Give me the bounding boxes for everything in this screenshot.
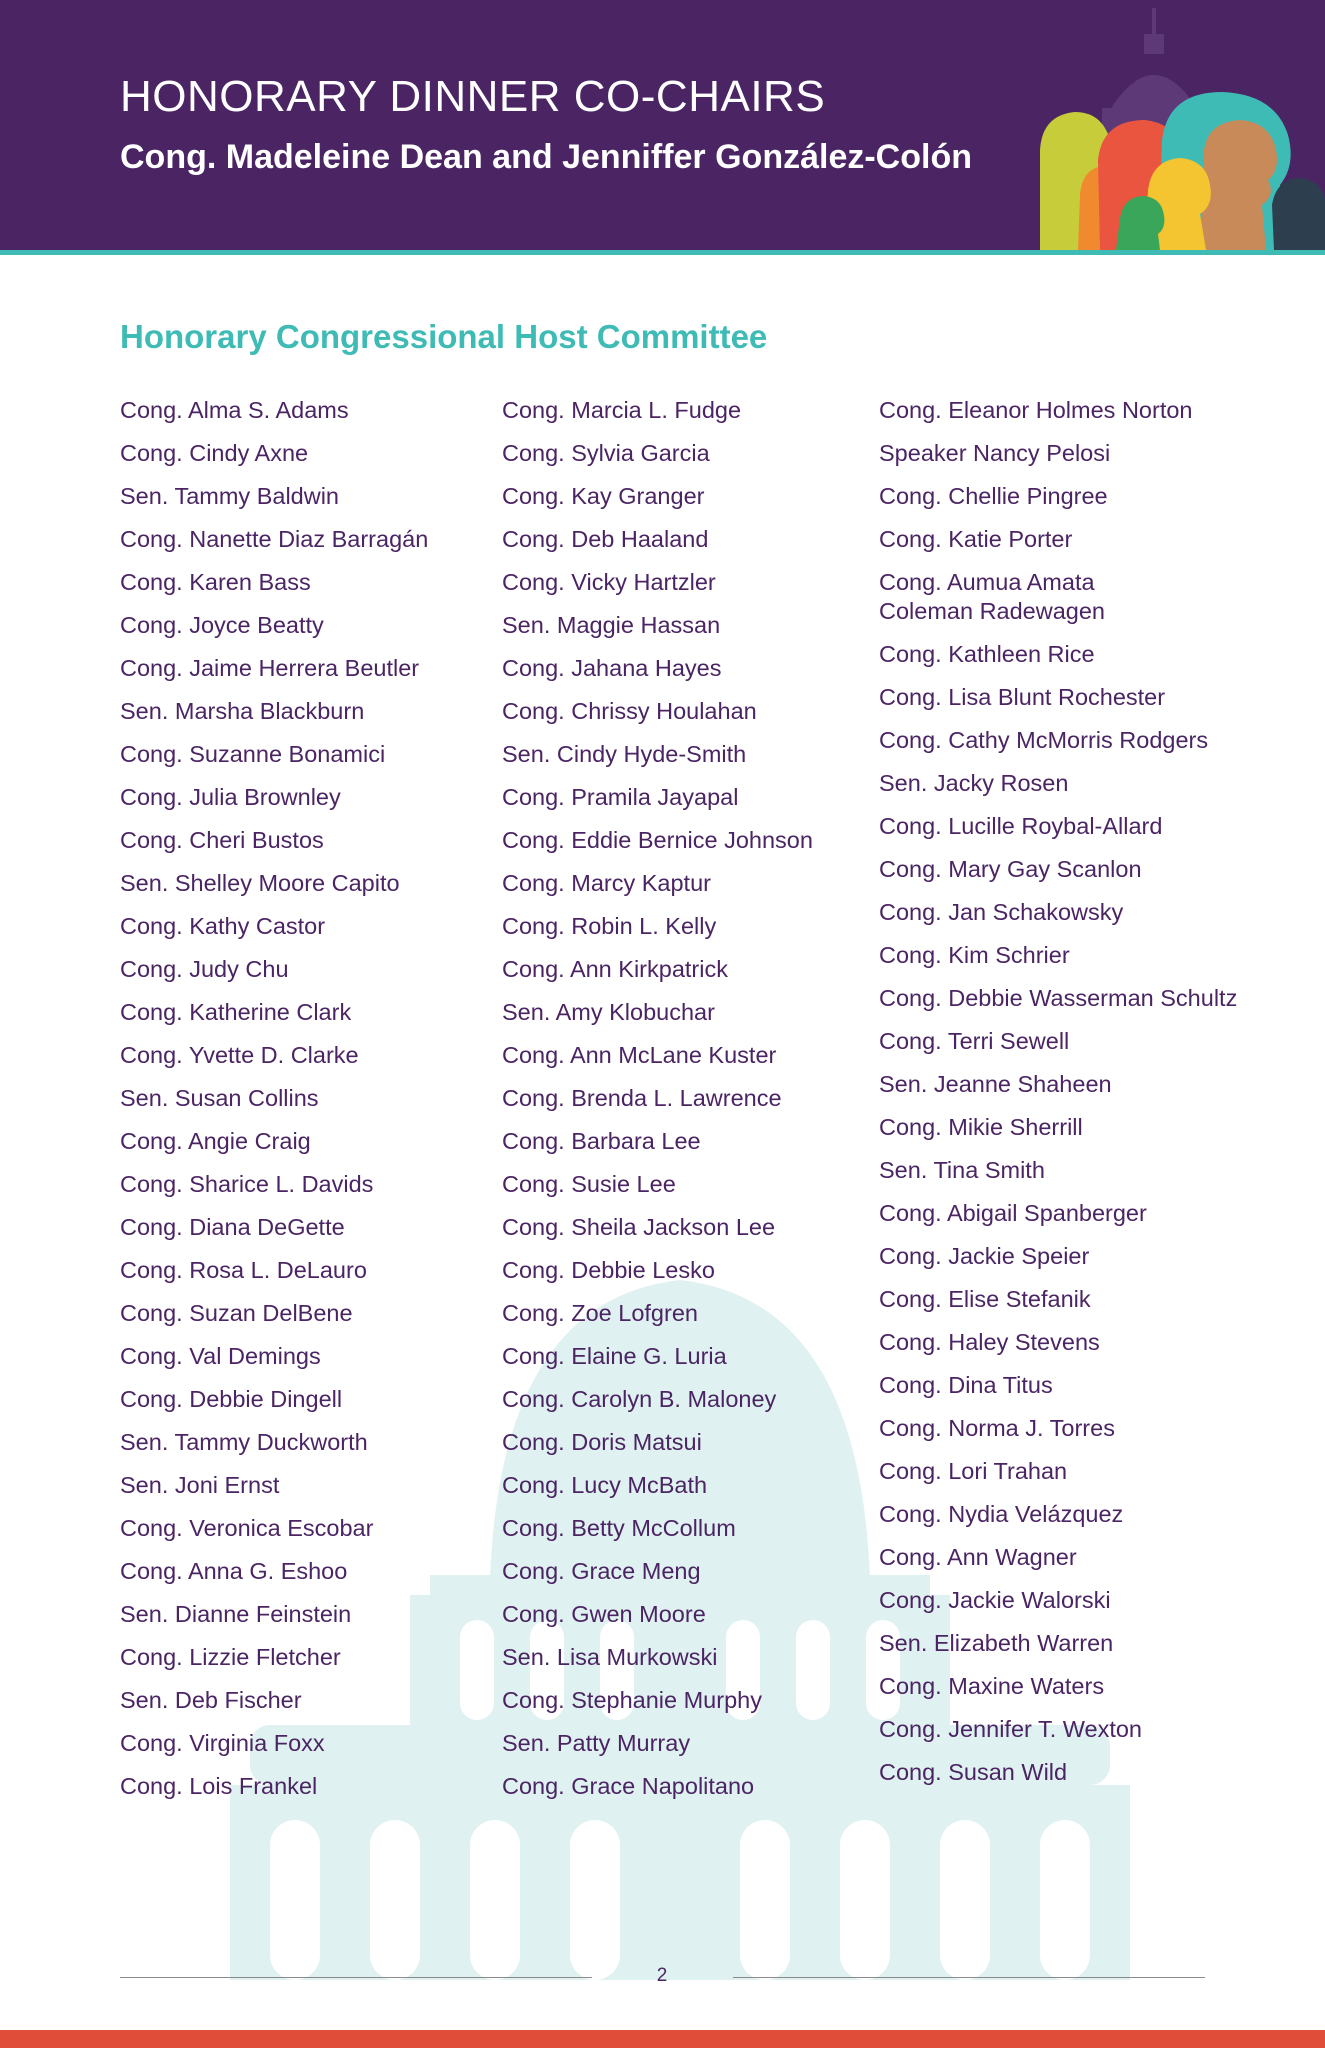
committee-member: Sen. Lisa Murkowski [502, 1644, 718, 1670]
committee-member: Cong. Abigail Spanberger [879, 1199, 1147, 1226]
committee-member: Sen. Susan Collins [120, 1085, 319, 1111]
committee-member: Sen. Tammy Baldwin [120, 483, 339, 509]
committee-member: Cong. Anna G. Eshoo [120, 1558, 348, 1584]
committee-member: Cong. Debbie Wasserman Schultz [879, 984, 1238, 1011]
committee-member: Cong. Lucille Roybal-Allard [879, 812, 1163, 839]
committee-member: Sen. Patty Murray [502, 1730, 691, 1756]
committee-member: Cong. Suzanne Bonamici [120, 741, 386, 767]
committee-member: Cong. Grace Napolitano [502, 1773, 755, 1799]
committee-member: Cong. Ann Wagner [879, 1543, 1077, 1570]
committee-column-1 [120, 396, 428, 1815]
committee-member: Cong. Vicky Hartzler [502, 569, 716, 595]
footer-rule-right [733, 1977, 1205, 1978]
committee-member: Cong. Alma S. Adams [120, 397, 349, 423]
committee-member: Cong. Chellie Pingree [879, 483, 1108, 509]
committee-member: Cong. Kathleen Rice [879, 640, 1095, 667]
committee-member: Cong. Val Demings [120, 1343, 321, 1369]
header-band [0, 0, 1325, 250]
committee-member: Sen. Maggie Hassan [502, 612, 721, 638]
committee-member: Sen. Amy Klobuchar [502, 999, 715, 1025]
committee-member: Cong. Brenda L. Lawrence [502, 1085, 782, 1111]
header-divider [0, 250, 1325, 255]
committee-title: Honorary Congressional Host Committee [120, 318, 768, 355]
committee-member: Cong. Cheri Bustos [120, 827, 324, 853]
committee-member: Cong. Karen Bass [120, 569, 311, 595]
committee-member: Cong. Aumua Amata Coleman Radewagen [879, 569, 1106, 624]
committee-member: Cong. Norma J. Torres [879, 1414, 1115, 1441]
committee-member: Cong. Haley Stevens [879, 1328, 1100, 1355]
committee-member: Cong. Angie Craig [120, 1128, 311, 1154]
committee-member: Cong. Lisa Blunt Rochester [879, 683, 1166, 710]
committee-member: Cong. Elise Stefanik [879, 1285, 1091, 1312]
committee-member: Sen. Dianne Feinstein [120, 1601, 352, 1627]
committee-member: Cong. Jackie Walorski [879, 1586, 1111, 1613]
committee-member: Sen. Jeanne Shaheen [879, 1070, 1112, 1097]
committee-member: Cong. Susie Lee [502, 1171, 676, 1197]
committee-member: Cong. Stephanie Murphy [502, 1687, 762, 1713]
page-number: 2 [656, 1965, 668, 1986]
committee-member: Cong. Terri Sewell [879, 1027, 1070, 1054]
committee-member: Cong. Julia Brownley [120, 784, 341, 810]
committee-member: Cong. Veronica Escobar [120, 1515, 374, 1541]
committee-member: Cong. Lois Frankel [120, 1773, 318, 1799]
committee-member: Cong. Cathy McMorris Rodgers [879, 726, 1209, 753]
committee-column-3 [879, 396, 1237, 1801]
committee-member: Sen. Marsha Blackburn [120, 698, 365, 724]
committee-member: Cong. Katie Porter [879, 526, 1073, 552]
committee-member: Cong. Rosa L. DeLauro [120, 1257, 367, 1283]
committee-member: Speaker Nancy Pelosi [879, 440, 1111, 466]
committee-member: Cong. Marcia L. Fudge [502, 397, 742, 423]
committee-member: Cong. Yvette D. Clarke [120, 1042, 359, 1068]
committee-member: Cong. Ann Kirkpatrick [502, 956, 728, 982]
committee-member: Cong. Diana DeGette [120, 1214, 345, 1240]
header-title: HONORARY DINNER CO-CHAIRS [120, 72, 826, 121]
committee-member: Cong. Kay Granger [502, 483, 705, 509]
committee-member: Cong. Eleanor Holmes Norton [879, 397, 1193, 423]
committee-member: Cong. Debbie Dingell [120, 1386, 343, 1412]
committee-member: Cong. Virginia Foxx [120, 1730, 325, 1756]
committee-member: Sen. Cindy Hyde-Smith [502, 741, 747, 767]
committee-member: Cong. Gwen Moore [502, 1601, 706, 1627]
committee-member: Cong. Katherine Clark [120, 999, 352, 1025]
committee-member: Cong. Nanette Diaz Barragán [120, 526, 429, 552]
committee-column-2 [502, 396, 813, 1815]
committee-member: Cong. Jaime Herrera Beutler [120, 655, 420, 681]
committee-member: Cong. Sylvia Garcia [502, 440, 710, 466]
committee-member: Cong. Doris Matsui [502, 1429, 702, 1455]
committee-member: Cong. Barbara Lee [502, 1128, 701, 1154]
committee-member: Cong. Kathy Castor [120, 913, 326, 939]
committee-member: Cong. Lori Trahan [879, 1457, 1068, 1484]
silhouette-faces-icon [1040, 0, 1325, 250]
committee-member: Cong. Jennifer T. Wexton [879, 1715, 1142, 1742]
committee-member: Sen. Shelley Moore Capito [120, 870, 400, 896]
committee-member: Sen. Tina Smith [879, 1156, 1045, 1183]
committee-member: Cong. Maxine Waters [879, 1672, 1105, 1699]
committee-member: Cong. Judy Chu [120, 956, 289, 982]
committee-member: Sen. Joni Ernst [120, 1472, 280, 1498]
committee-member: Cong. Chrissy Houlahan [502, 698, 757, 724]
committee-member: Cong. Jahana Hayes [502, 655, 722, 681]
committee-member: Cong. Carolyn B. Maloney [502, 1386, 777, 1412]
committee-member: Cong. Jackie Speier [879, 1242, 1090, 1269]
committee-member: Cong. Deb Haaland [502, 526, 709, 552]
committee-member: Cong. Ann McLane Kuster [502, 1042, 777, 1068]
committee-member: Cong. Debbie Lesko [502, 1257, 715, 1283]
committee-member: Cong. Robin L. Kelly [502, 913, 717, 939]
committee-member: Cong. Lucy McBath [502, 1472, 708, 1498]
committee-member: Cong. Kim Schrier [879, 941, 1070, 968]
header-subtitle: Cong. Madeleine Dean and Jenniffer González-Colón [120, 138, 972, 176]
committee-member: Cong. Jan Schakowsky [879, 898, 1124, 925]
committee-member: Cong. Elaine G. Luria [502, 1343, 727, 1369]
committee-member: Cong. Nydia Velázquez [879, 1500, 1124, 1527]
committee-member: Cong. Zoe Lofgren [502, 1300, 698, 1326]
committee-member: Cong. Marcy Kaptur [502, 870, 711, 896]
footer-rule-left [120, 1977, 592, 1978]
committee-member: Sen. Tammy Duckworth [120, 1429, 368, 1455]
committee-member: Cong. Pramila Jayapal [502, 784, 739, 810]
committee-member: Cong. Lizzie Fletcher [120, 1644, 341, 1670]
committee-member: Sen. Jacky Rosen [879, 769, 1069, 796]
committee-member: Cong. Dina Titus [879, 1371, 1053, 1398]
committee-member: Cong. Sharice L. Davids [120, 1171, 374, 1197]
committee-member: Cong. Mary Gay Scanlon [879, 855, 1142, 882]
committee-member: Cong. Betty McCollum [502, 1515, 736, 1541]
committee-member: Sen. Deb Fischer [120, 1687, 302, 1713]
committee-member: Cong. Mikie Sherrill [879, 1113, 1083, 1140]
committee-member: Cong. Suzan DelBene [120, 1300, 353, 1326]
committee-member: Sen. Elizabeth Warren [879, 1629, 1114, 1656]
bottom-accent-bar [0, 2030, 1325, 2048]
committee-member: Cong. Cindy Axne [120, 440, 309, 466]
committee-member: Cong. Sheila Jackson Lee [502, 1214, 776, 1240]
committee-member: Cong. Joyce Beatty [120, 612, 324, 638]
committee-member: Cong. Eddie Bernice Johnson [502, 827, 813, 853]
committee-member: Cong. Susan Wild [879, 1758, 1068, 1785]
committee-member: Cong. Grace Meng [502, 1558, 701, 1584]
